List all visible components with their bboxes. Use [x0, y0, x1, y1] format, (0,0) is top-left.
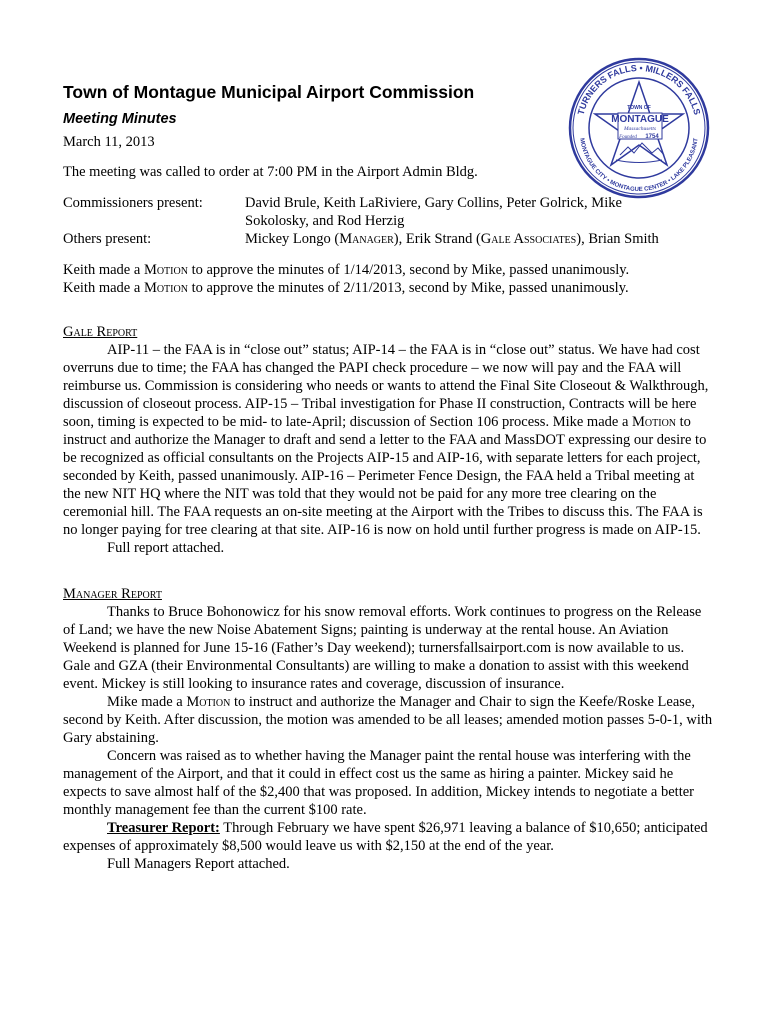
manager-text-b: to instruct and authorize the Manager and Chair to sign the Keefe/Roske Lease, second by Keith. After discussion, the motion was amended to be all leases; amended motion passes 5-0-1, with Gary abstaining.	[63, 694, 713, 746]
motion-keyword: Motion	[143, 262, 188, 278]
motion-pre: Keith made a	[63, 280, 144, 296]
commissioners-names: David Brule, Keith LaRiviere, Gary Collins, Peter Golrick, Mike Sokolosky, and Rod Herzig	[245, 195, 622, 229]
others-text-b: ), Erik Strand (	[393, 231, 481, 247]
others-names	[245, 230, 685, 248]
manager-report-attached: Full Managers Report attached.	[107, 856, 290, 872]
others-manager: Manager	[339, 231, 394, 247]
treasurer-label: Treasurer Report:	[107, 820, 220, 836]
gale-text-b: to instruct and authorize the Manager to draft and send a letter to the FAA and MassDOT expressing our desire to be recognized as official consultants on the Projects AIP-15 and AIP-16, with separate letters for each project, seconded by Keith, passed unanimously. AIP-16 – Perimeter Fence Design, the FAA held a Tribal meeting at the new NIT HQ where the NIT was told that they would not be paid for any more tree clearing on the ceremonial hill. The FAA requests an on-site meeting at the Airport with the Tribes to discuss this. The FAA is no longer paying for tree clearing at that site. AIP-16 is now on hold until further progress is made on AIP-15.	[63, 414, 707, 538]
motion-keyword: Motion	[143, 280, 188, 296]
motion-post: to approve the minutes of 1/14/2013, second by Mike, passed unanimously.	[187, 262, 630, 278]
seal-outer-bottom: MONTAGUE CITY • MONTAGUE CENTER • LAKE PLEASANT	[578, 137, 700, 194]
gale-report-attached: Full report attached.	[107, 540, 225, 556]
manager-report-section	[63, 585, 713, 873]
gale-report-section	[63, 323, 713, 557]
motion-line	[63, 279, 713, 297]
seal-state: Massachusetts	[623, 126, 657, 132]
seal-name: MONTAGUE	[611, 114, 669, 125]
seal-year: 1754	[645, 134, 659, 140]
others-gale: Gale Associates	[480, 231, 577, 247]
motion-line	[63, 261, 713, 279]
others-row	[63, 230, 713, 248]
seal-town-of: TOWN OF	[627, 105, 651, 111]
gale-report-body	[63, 341, 713, 539]
manager-report-para2	[63, 693, 713, 747]
seal-outer-top: TURNERS FALLS • MILLERS FALLS	[575, 62, 703, 116]
document-subtitle: Meeting Minutes	[63, 111, 177, 127]
manager-text-a: Mike made a	[107, 694, 187, 710]
motion-pre: Keith made a	[63, 262, 144, 278]
gale-text-a: AIP-11 – the FAA is in “close out” status; AIP-14 – the FAA is in “close out” status. We have had cost overruns due to time; the FAA has changed the PAPI check procedure – we now will pay and the FAA will reimburse us. Commission is considering who needs or wants to attend the Final Site Closeout & Walkthrough, discussion of closeout process. AIP-15 – Tribal investigation for Phase II construction, Contracts will be here soon, timing is expected to be mid- to late-April; discussion of Section 106 process. Mike made a	[63, 342, 709, 430]
manager-report-para1: Thanks to Bruce Bohonowicz for his snow removal efforts. Work continues to progress on the Release of Land; we have the new Noise Abatement Signs; painting is underway at the rental house. An Aviation Weekend is planned for June 15-16 (Father’s Day weekend); turnersfallsairport.com is now available to us. Gale and GZA (their Environmental Consultants) are willing to make a donation to assist with this weekend event. Mickey is still looking to insurance rates and coverage, discussion of insurance.	[63, 604, 702, 692]
minutes-motions	[63, 261, 713, 297]
commissioners-label: Commissioners present:	[63, 195, 203, 211]
treasurer-report	[63, 819, 713, 855]
motion-post: to approve the minutes of 2/11/2013, second by Mike, passed unanimously.	[187, 280, 629, 296]
seal-founded: Founded	[619, 135, 637, 140]
gale-report-heading: Gale Report	[63, 324, 138, 340]
document-title: Town of Montague Municipal Airport Commission	[63, 82, 475, 102]
gale-motion-keyword: Motion	[632, 414, 677, 430]
others-label: Others present:	[63, 231, 152, 247]
treasurer-text: Through February we have spent $26,971 leaving a balance of $10,650; anticipated expenses of approximately $8,500 would leave us with $2,150 at the end of the year.	[63, 820, 708, 854]
attendance-block	[63, 194, 713, 248]
town-seal-logo	[568, 57, 710, 199]
meeting-date: March 11, 2013	[63, 134, 155, 150]
others-text-c: ), Brian Smith	[576, 231, 659, 247]
manager-motion-keyword: Motion	[186, 694, 231, 710]
called-to-order: The meeting was called to order at 7:00 PM in the Airport Admin Bldg.	[63, 164, 478, 180]
manager-report-heading: Manager Report	[63, 586, 162, 602]
others-text-a: Mickey Longo (	[245, 231, 340, 247]
manager-report-para3: Concern was raised as to whether having the Manager paint the rental house was interfering with the management of the Airport, and that it could in effect cost us the same as hiring a painter. Mickey said he expects to save almost half of the $2,400 that was proposed. In addition, Mickey intends to negotiate a better monthly management fee than the current $100 rate.	[63, 748, 694, 818]
commissioners-row	[63, 194, 713, 230]
